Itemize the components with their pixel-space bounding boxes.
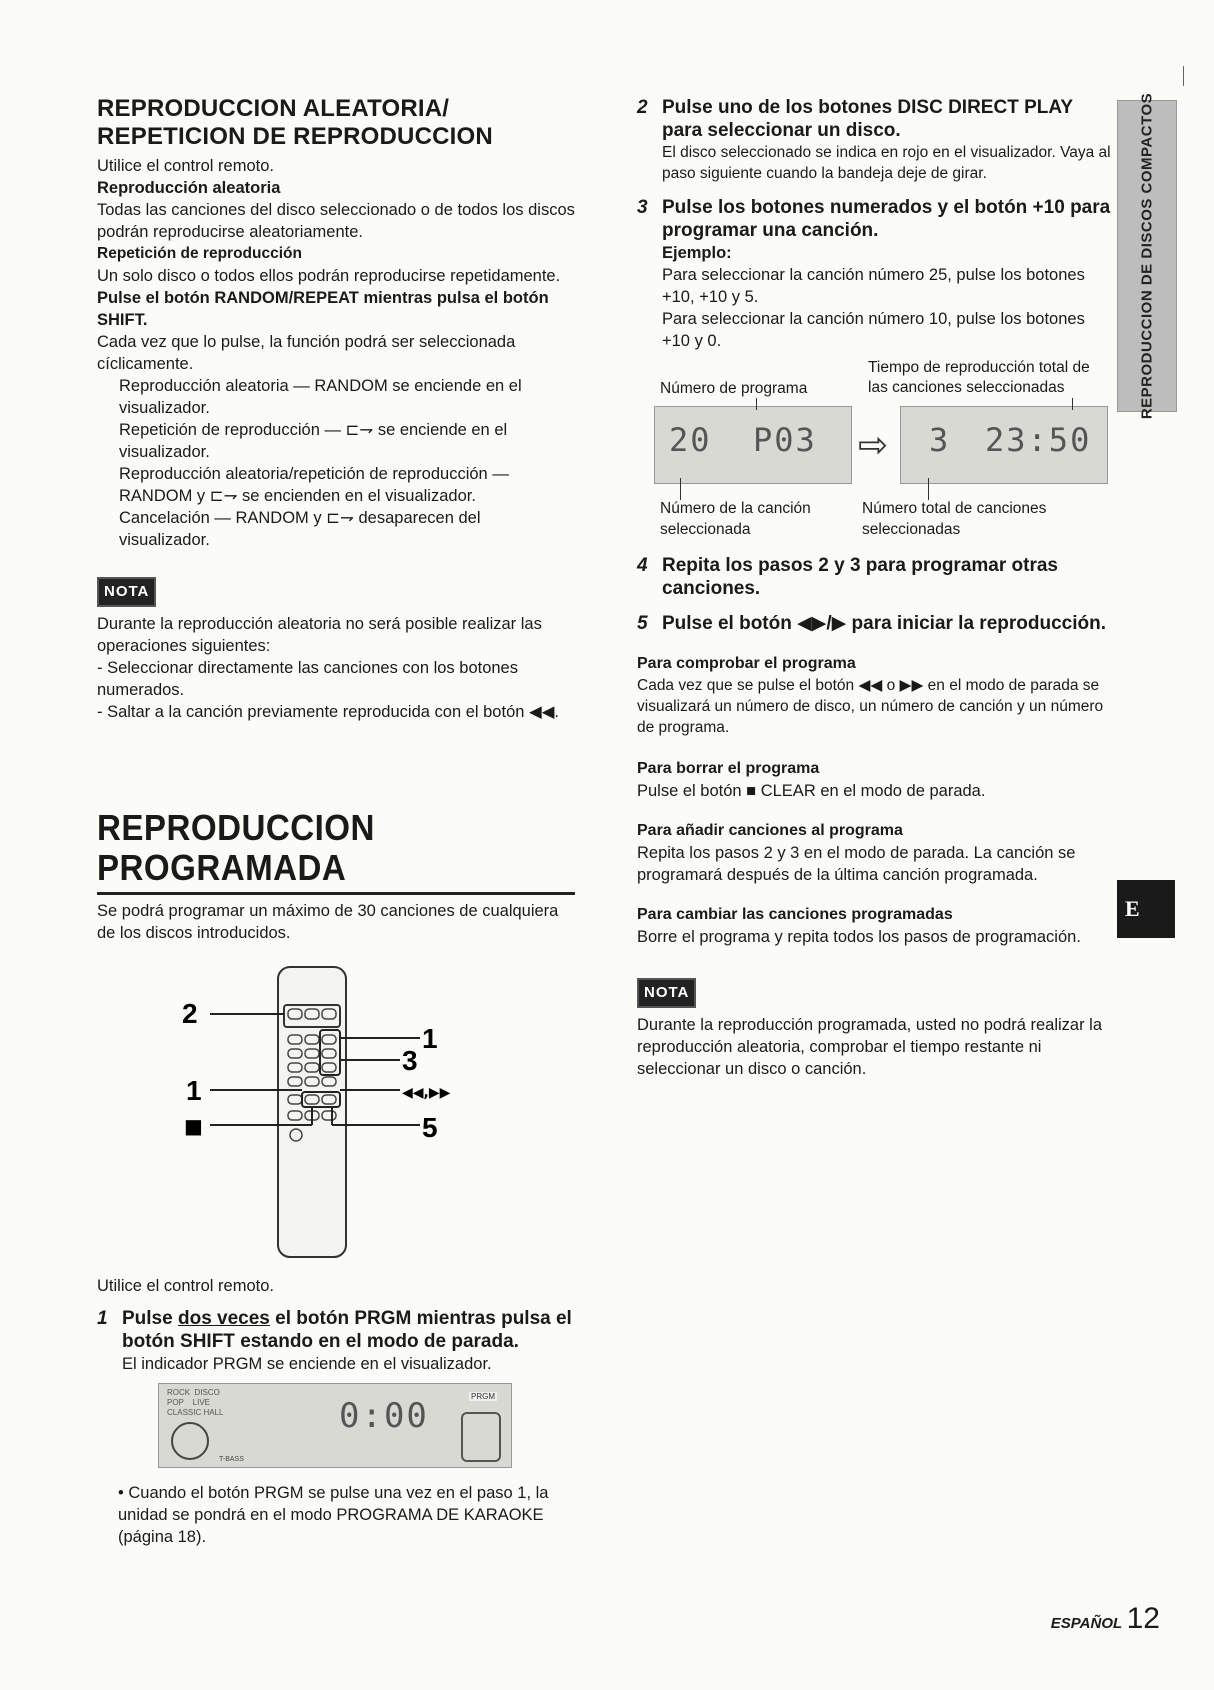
step-3: 3 Pulse los botones numerados y el botón +10 para programar una canción. — [637, 197, 1111, 241]
title-rule — [97, 892, 575, 895]
change-songs-heading: Para cambiar las canciones programadas — [637, 906, 953, 923]
press-random-repeat-heading: Pulse el botón RANDOM/REPEAT mientras pulsa el botón SHIFT. — [97, 289, 549, 329]
random-heading: Reproducción aleatoria — [97, 179, 281, 197]
example-1: Para seleccionar la canción número 25, pulse los botones +10, +10 y 5. — [662, 266, 1085, 306]
right-column-lower — [637, 554, 1112, 1080]
display-before — [654, 406, 852, 484]
step-1-body: El indicador PRGM se enciende en el visualizador. — [122, 1355, 492, 1373]
nota-item: - Saltar a la canción previamente reproducida con el botón ◀◀. — [97, 703, 559, 721]
check-program-heading: Para comprobar el programa — [637, 655, 856, 672]
tbass-indicator: T-BASS — [219, 1456, 244, 1463]
repeat-icon: ⊏⇁ — [326, 509, 354, 527]
display-total-songs: 3 — [929, 421, 951, 459]
display-prgm — [158, 1383, 512, 1468]
example-label: Ejemplo: — [662, 244, 732, 262]
remote-illustration — [170, 965, 510, 1265]
bullet-note: • Cuando el botón PRGM se pulse una vez en el paso 1, la unidad se pondrá en el modo PROGRAMA DE KARAOKE (página 18). — [118, 1484, 549, 1546]
arrow-right-icon: ⇨ — [858, 424, 889, 465]
left-column — [97, 95, 575, 723]
random-text: Todas las canciones del disco seleccionado o de todos los discos podrán reproducirse aleatoriamente. — [97, 201, 575, 241]
nota-item: - Seleccionar directamente las canciones con los botones numerados. — [97, 659, 518, 699]
margin-mark — [1183, 66, 1184, 86]
add-songs-text: Repita los pasos 2 y 3 en el modo de parada. La canción se programará después de la última canción programada. — [637, 844, 1076, 884]
page-number: 12 — [1126, 1602, 1160, 1635]
check-program-text: Cada vez que se pulse el botón ◀◀ o ▶▶ en el modo de parada se visualizará un número de disco, un número de canción y un número de programa. — [637, 677, 1104, 736]
nota-block-1 — [97, 577, 575, 723]
language-tab: E — [1117, 880, 1175, 938]
clear-program-text: Pulse el botón ■ CLEAR en el modo de parada. — [637, 782, 986, 800]
program-intro: Se podrá programar un máximo de 30 canciones de cualquiera de los discos introducidos. — [97, 902, 559, 942]
cycle-item-random: Reproducción aleatoria — RANDOM se enciende en el visualizador. — [119, 377, 522, 417]
side-tab-section: REPRODUCCION DE DISCOS COMPACTOS — [1117, 100, 1177, 412]
cycle-list — [97, 375, 575, 551]
display-after — [900, 406, 1108, 484]
example-2: Para seleccionar la canción número 10, pulse los botones +10 y 0. — [662, 310, 1085, 350]
program-display-diagram — [650, 358, 1120, 550]
change-songs-text: Borre el programa y repita todos los pasos de programación. — [637, 928, 1081, 946]
cycle-item-repeat: Repetición de reproducción — ⊏⇁ se enciende en el visualizador. — [119, 421, 508, 461]
clear-program-heading: Para borrar el programa — [637, 760, 820, 777]
step-1: 1 Pulse dos veces el botón PRGM mientras pulsa el botón SHIFT estando en el modo de parada. — [97, 1308, 572, 1352]
leader-line — [1072, 398, 1073, 410]
callout-right-5: 5 — [422, 1112, 438, 1143]
display-mode-tags: ROCK DISCO POP LIVE CLASSIC HALL — [167, 1388, 224, 1417]
leader-line — [756, 398, 757, 410]
label-song-number: Número de la canción seleccionada — [660, 500, 811, 538]
use-remote-note: Utilice el control remoto. — [97, 157, 274, 175]
section-title-programmed: REPRODUCCION PROGRAMADA — [97, 808, 575, 895]
label-program-number: Número de programa — [660, 380, 808, 397]
display-total-time: 23:50 — [985, 421, 1092, 459]
add-songs-heading: Para añadir canciones al programa — [637, 822, 903, 839]
page-footer — [1000, 1602, 1160, 1636]
cycle-item-random-repeat: Reproducción aleatoria/repetición de reproducción — RANDOM y ⊏⇁ se encienden en el visualizador. — [119, 465, 509, 505]
repeat-heading: Repetición de reproducción — [97, 245, 302, 262]
display-song-number: 20 — [669, 421, 712, 459]
label-total-time: Tiempo de reproducción total de las canciones seleccionadas — [868, 359, 1090, 396]
footer-language: ESPAÑOL — [1050, 1615, 1123, 1632]
callout-skip: ◀◀,▶▶ — [402, 1085, 451, 1101]
right-column — [637, 96, 1112, 352]
step-5: 5 Pulse el botón ◀▶/▶ para iniciar la reproducción. — [637, 613, 1106, 634]
use-remote-note-2: Utilice el control remoto. — [97, 1277, 274, 1295]
press-random-repeat-text: Cada vez que lo pulse, la función podrá ser seleccionada cíclicamente. — [97, 333, 516, 373]
step-4: 4 Repita los pasos 2 y 3 para programar otras canciones. — [637, 555, 1058, 599]
display-box-icon — [461, 1412, 501, 1462]
cycle-item-cancel: Cancelación — RANDOM y ⊏⇁ desaparecen del visualizador. — [119, 509, 481, 549]
disc-icon — [171, 1422, 209, 1460]
leader-line — [928, 478, 929, 500]
callout-stop: ■ — [184, 1114, 203, 1138]
display-time: 0:00 — [339, 1396, 429, 1436]
nota-block-2 — [637, 978, 1112, 1080]
step-2-body: El disco seleccionado se indica en rojo en el visualizador. Vaya al paso siguiente cuando la bandeja deje de girar. — [662, 144, 1111, 182]
step-3-body — [637, 242, 1112, 352]
left-column-bottom — [97, 1275, 575, 1375]
repeat-icon: ⊏⇁ — [209, 487, 238, 505]
display-program-number: P03 — [753, 421, 817, 459]
nota-badge: NOTA — [97, 577, 156, 607]
repeat-icon: ⊏⇁ — [345, 421, 374, 439]
remote-control-icon — [170, 965, 510, 1265]
leader-line — [680, 478, 681, 500]
section-title-random-repeat: REPRODUCCION ALEATORIA/ REPETICION DE REPRODUCCION — [97, 95, 493, 150]
callout-right-3: 3 — [402, 1045, 418, 1076]
repeat-text: Un solo disco o todos ellos podrán reproducirse repetidamente. — [97, 267, 561, 285]
nota-text: Durante la reproducción aleatoria no será posible realizar las operaciones siguientes: — [97, 615, 542, 655]
callout-right-1: 1 — [422, 1023, 438, 1054]
step-2: 2 Pulse uno de los botones DISC DIRECT PLAY para seleccionar un disco. — [637, 97, 1073, 141]
prgm-indicator: PRGM — [471, 1392, 495, 1401]
label-total-songs: Número total de canciones seleccionadas — [862, 500, 1047, 538]
nota-text: Durante la reproducción programada, usted no podrá realizar la reproducción aleatoria, comprobar el tiempo restante ni seleccionar un disco o canción. — [637, 1016, 1103, 1078]
callout-1: 1 — [186, 1075, 202, 1106]
callout-2: 2 — [182, 998, 198, 1029]
nota-badge: NOTA — [637, 978, 696, 1008]
